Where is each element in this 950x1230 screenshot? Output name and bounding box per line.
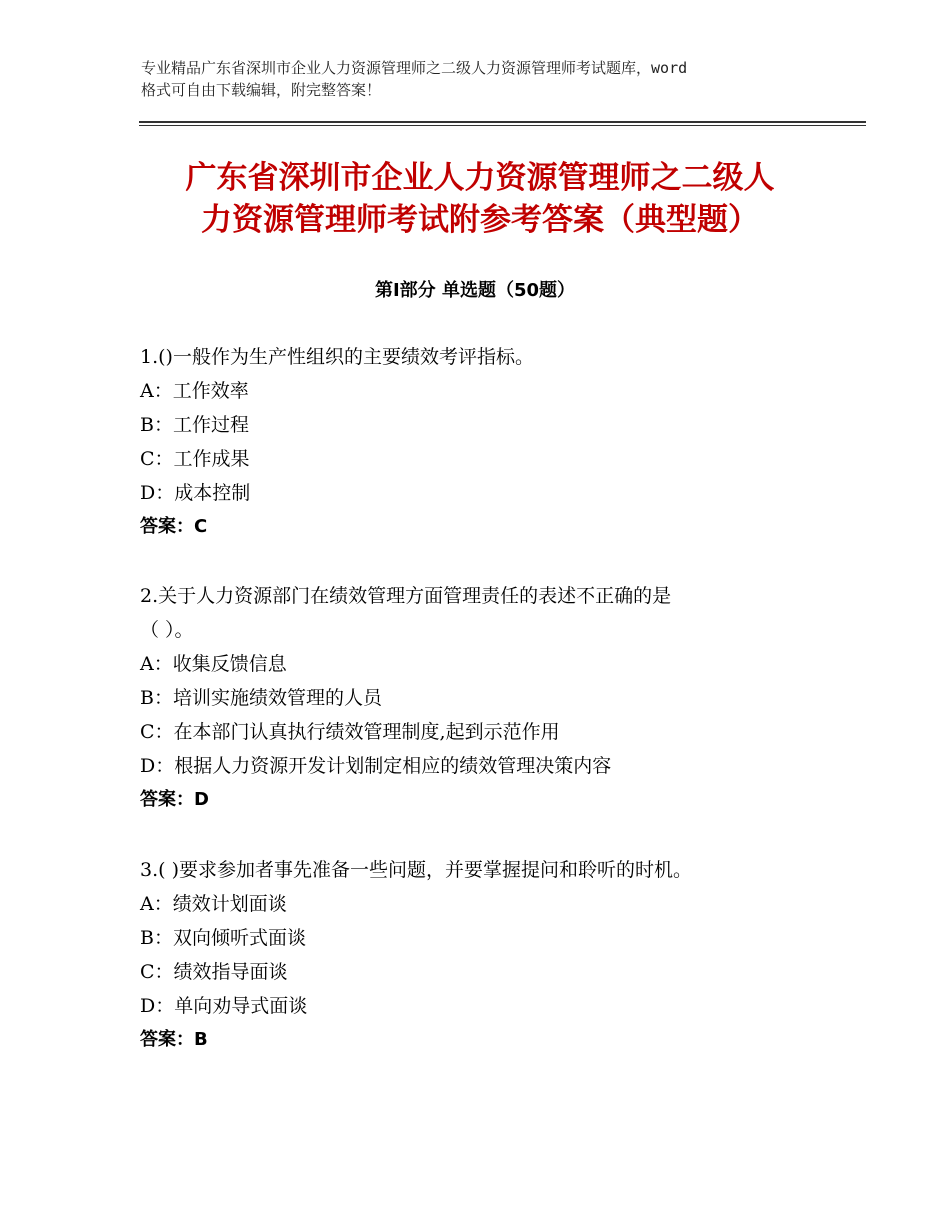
question-stem: 3.( )要求参加者事先准备一些问题，并要掌握提问和聆听的时机。 bbox=[140, 859, 692, 881]
header-note-line-2: 格式可自由下载编辑，附完整答案！ bbox=[141, 81, 382, 99]
option-a: A：工作效率 bbox=[140, 380, 249, 402]
option-d: D：成本控制 bbox=[140, 482, 251, 504]
answer: 答案：C bbox=[140, 516, 208, 537]
option-a: A：收集反馈信息 bbox=[140, 653, 287, 675]
question-stem: 2.关于人力资源部门在绩效管理方面管理责任的表述不正确的是 bbox=[140, 585, 672, 607]
option-c: C：绩效指导面谈 bbox=[140, 961, 288, 983]
question-stem-continued: （ ）。 bbox=[140, 619, 194, 641]
option-a: A：绩效计划面谈 bbox=[140, 893, 287, 915]
question-stem: 1.()一般作为生产性组织的主要绩效考评指标。 bbox=[140, 346, 534, 368]
header-rule-thick bbox=[139, 121, 866, 123]
header-note bbox=[141, 57, 831, 101]
option-b: B：双向倾听式面谈 bbox=[140, 927, 306, 949]
option-c: C：工作成果 bbox=[140, 448, 250, 470]
option-b: B：工作过程 bbox=[140, 414, 249, 436]
section-title: 第Ⅰ部分 单选题（50题） bbox=[374, 280, 575, 301]
option-d: D：根据人力资源开发计划制定相应的绩效管理决策内容 bbox=[140, 755, 612, 777]
document-title-line-1: 广东省深圳市企业人力资源管理师之二级人 bbox=[185, 160, 775, 196]
option-b: B：培训实施绩效管理的人员 bbox=[140, 687, 382, 709]
option-c: C：在本部门认真执行绩效管理制度,起到示范作用 bbox=[140, 721, 560, 743]
question-3 bbox=[140, 853, 830, 1057]
question-1 bbox=[140, 340, 830, 544]
document-title-line-2: 力资源管理师考试附参考答案（典型题） bbox=[201, 202, 759, 238]
document-title bbox=[140, 157, 820, 241]
answer: 答案：D bbox=[140, 789, 209, 810]
header-note-line-1: 专业精品广东省深圳市企业人力资源管理师之二级人力资源管理师考试题库，word bbox=[141, 59, 688, 77]
question-2 bbox=[140, 579, 830, 817]
answer: 答案：B bbox=[140, 1029, 208, 1050]
option-d: D：单向劝导式面谈 bbox=[140, 995, 308, 1017]
header-rule-thin bbox=[139, 125, 866, 126]
